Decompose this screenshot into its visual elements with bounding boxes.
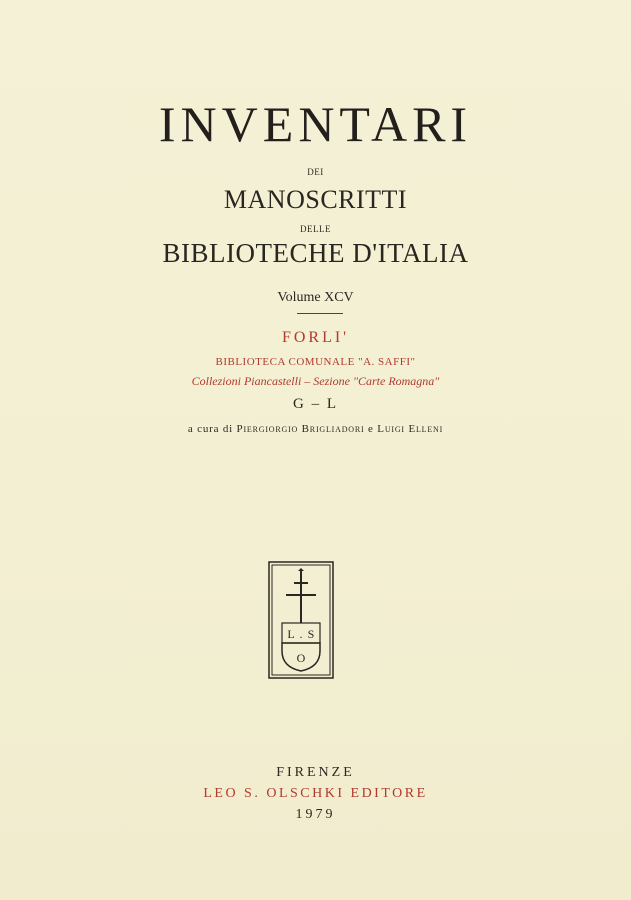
series-title: INVENTARI bbox=[158, 96, 473, 152]
divider-rule bbox=[297, 313, 343, 314]
editors-and: e bbox=[368, 423, 374, 435]
emblem-letter-s: S bbox=[307, 627, 315, 641]
svg-text:.: . bbox=[299, 627, 303, 641]
emblem-letter-l: L bbox=[287, 627, 295, 641]
collection-name: Collezioni Piancastelli – Sezione "Carte Romagna" bbox=[191, 374, 440, 388]
connector-dei: DEI bbox=[307, 167, 324, 177]
volume-range: G – L bbox=[293, 396, 338, 412]
publisher-name: LEO S. OLSCHKI EDITORE bbox=[203, 786, 428, 801]
editor-name-1: Piergiorgio Brigliadori bbox=[236, 423, 365, 435]
editor-name-2: Luigi Elleni bbox=[377, 423, 444, 435]
editors-line bbox=[0, 423, 631, 435]
library-name: BIBLIOTECA COMUNALE "A. SAFFI" bbox=[215, 356, 416, 368]
emblem-letter-o: O bbox=[296, 651, 306, 665]
publisher-cross-emblem-icon bbox=[268, 561, 334, 679]
connector-delle: DELLE bbox=[300, 224, 331, 234]
editors-prefix: a cura di bbox=[187, 423, 233, 435]
manoscritti-heading: MANOSCRITTI bbox=[223, 185, 408, 214]
imprint-city: FIRENZE bbox=[276, 765, 355, 780]
publication-year: 1979 bbox=[295, 807, 336, 822]
biblioteche-heading: BIBLIOTECHE D'ITALIA bbox=[162, 238, 469, 268]
volume-number: Volume XCV bbox=[277, 290, 354, 305]
city-title: FORLI' bbox=[281, 329, 350, 346]
